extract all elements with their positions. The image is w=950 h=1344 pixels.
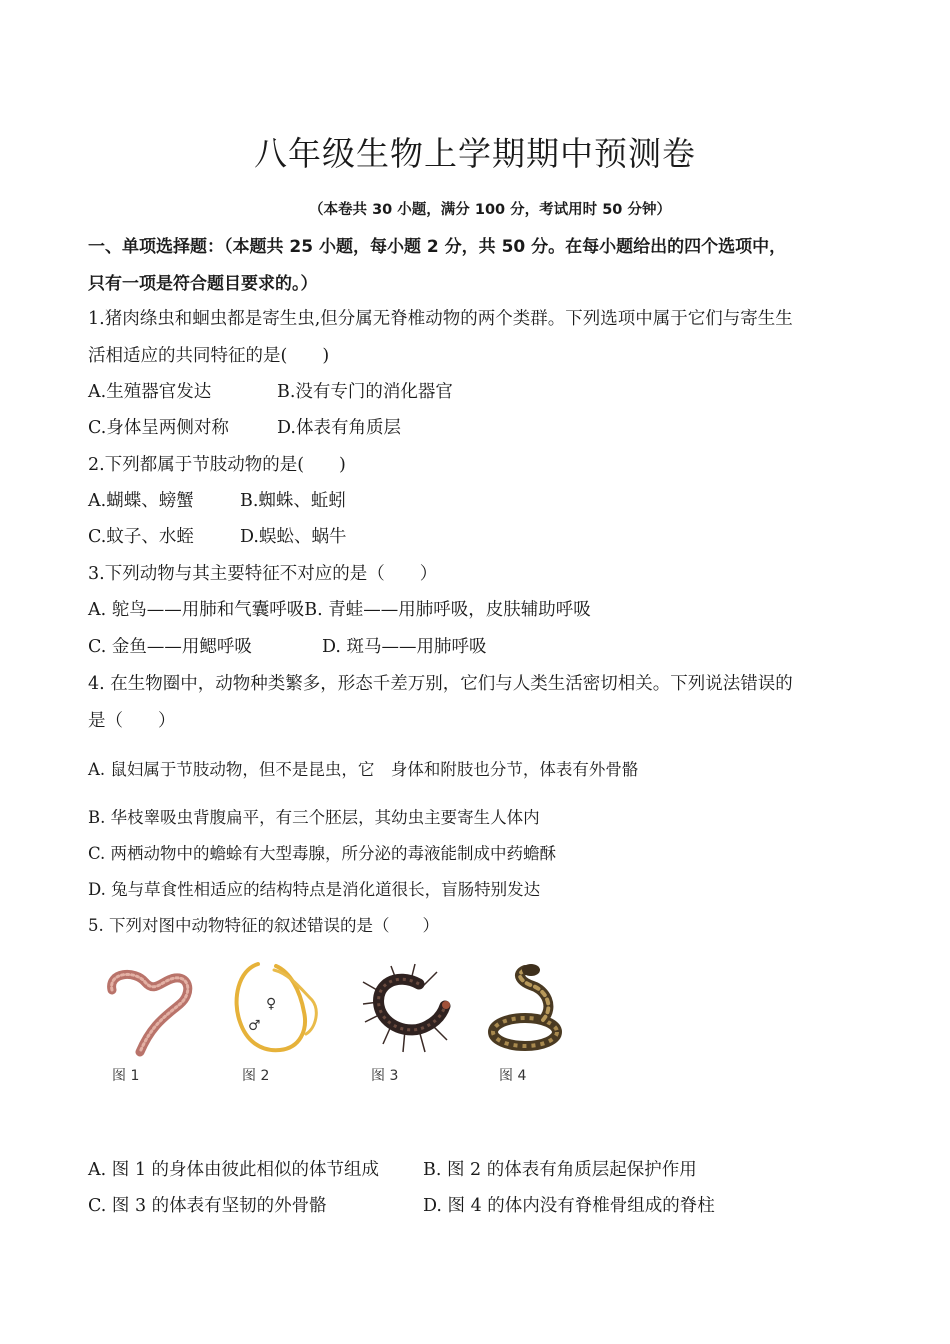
- q3-stem: 3.下列动物与其主要特征不对应的是（ ）: [88, 564, 438, 584]
- figure-2-label: 图 2: [242, 1068, 270, 1084]
- q1-option-b: B.没有专门的消化器官: [277, 382, 453, 402]
- figure-4-snake: [485, 960, 585, 1085]
- q1-option-d: D.体表有角质层: [277, 418, 401, 438]
- q2-option-b: B.蜘蛛、蚯蚓: [240, 491, 346, 511]
- q2-option-d: D.蜈蚣、蜗牛: [240, 527, 347, 547]
- page-title: 八年级生物上学期期中预测卷: [254, 134, 696, 173]
- earthworm-image: [100, 960, 200, 1060]
- q1-option-c: C.身体呈两侧对称: [88, 418, 229, 438]
- q5-option-c: C. 图 3 的体表有坚韧的外骨骼: [88, 1196, 327, 1216]
- q4-option-a: A. 鼠妇属于节肢动物，但不是昆虫，它 身体和附肢也分节，体表有外骨骼: [88, 760, 639, 779]
- section-heading-line1: 一、单项选择题：（本题共 25 小题，每小题 2 分，共 50 分。在每小题给出的四个选项中，: [88, 237, 787, 257]
- exam-subtitle: （本卷共 30 小题，满分 100 分，考试用时 50 分钟）: [309, 202, 671, 218]
- figure-3-centipede: [357, 960, 457, 1085]
- figure-4-label: 图 4: [499, 1068, 527, 1084]
- section-heading-line2: 只有一项是符合题目要求的。）: [88, 274, 318, 294]
- q3-option-d: D. 斑马——用肺呼吸: [322, 637, 487, 657]
- q2-option-c: C.蚊子、水蛭: [88, 527, 194, 547]
- female-symbol-icon: ♀: [266, 996, 277, 1012]
- q5-stem: 5. 下列对图中动物特征的叙述错误的是（ ）: [88, 916, 439, 935]
- figure-3-label: 图 3: [371, 1068, 399, 1084]
- q4-option-b: B. 华枝睾吸虫背腹扁平，有三个胚层，其幼虫主要寄生人体内: [88, 808, 540, 827]
- q5-option-d: D. 图 4 的体内没有脊椎骨组成的脊柱: [423, 1196, 715, 1216]
- snake-image: [485, 960, 585, 1060]
- q5-option-a: A. 图 1 的身体由彼此相似的体节组成: [88, 1160, 380, 1180]
- q3-options-ab: A. 鸵鸟——用肺和气囊呼吸B. 青蛙——用肺呼吸，皮肤辅助呼吸: [88, 600, 591, 620]
- q5-option-b: B. 图 2 的体表有角质层起保护作用: [423, 1160, 697, 1180]
- q4-option-d: D. 兔与草食性相适应的结构特点是消化道很长，盲肠特别发达: [88, 880, 541, 899]
- q5-figures: [95, 960, 595, 1090]
- q1-stem-line1: 1.猪肉绦虫和蛔虫都是寄生虫,但分属无脊椎动物的两个类群。下列选项中属于它们与寄生生: [88, 309, 793, 329]
- figure-1-label: 图 1: [112, 1068, 140, 1084]
- centipede-image: [357, 960, 457, 1060]
- q1-stem-line2: 活相适应的共同特征的是( ): [88, 346, 330, 366]
- figure-1-earthworm: [100, 960, 200, 1085]
- q4-stem-line1: 4. 在生物圈中，动物种类繁多，形态千差万别，它们与人类生活密切相关。下列说法错误的: [88, 674, 793, 694]
- male-symbol-icon: ♂: [248, 1018, 261, 1034]
- roundworm-image: [230, 960, 330, 1060]
- q4-option-c: C. 两栖动物中的蟾蜍有大型毒腺，所分泌的毒液能制成中药蟾酥: [88, 844, 557, 863]
- figure-2-roundworm: [230, 960, 330, 1085]
- q2-option-a: A.蝴蝶、螃蟹: [88, 491, 194, 511]
- q2-stem: 2.下列都属于节肢动物的是( ): [88, 455, 346, 475]
- q1-option-a: A.生殖器官发达: [88, 382, 212, 402]
- q3-option-c: C. 金鱼——用鳃呼吸: [88, 637, 252, 657]
- q4-stem-line2: 是（ ）: [88, 711, 176, 731]
